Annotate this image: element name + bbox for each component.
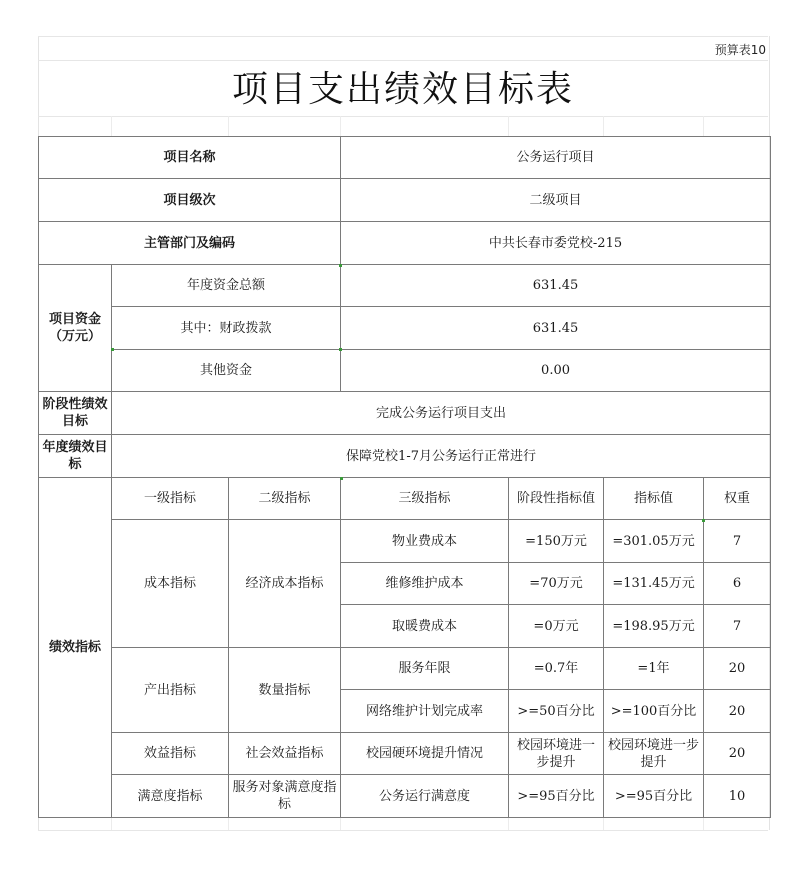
indicator-stage: =0.7年 bbox=[509, 648, 604, 690]
page-title: 项目支出绩效目标表 bbox=[231, 69, 574, 110]
indicator-level3: 校园硬环境提升情况 bbox=[341, 733, 509, 775]
indicator-value: =198.95万元 bbox=[604, 605, 704, 648]
grid-line bbox=[703, 116, 704, 136]
funds-fiscal-label: 其中：财政拨款 bbox=[112, 307, 341, 350]
satisfaction-level1: 满意度指标 bbox=[112, 775, 229, 818]
indicator-weight: 7 bbox=[704, 520, 771, 563]
indicator-weight: 6 bbox=[704, 563, 771, 605]
header-weight: 权重 bbox=[704, 478, 771, 520]
table-row bbox=[39, 307, 771, 350]
indicator-level3: 公务运行满意度 bbox=[341, 775, 509, 818]
grid-line bbox=[703, 816, 704, 830]
indicator-weight: 20 bbox=[704, 648, 771, 690]
cell-marker bbox=[111, 348, 114, 351]
indicator-weight: 7 bbox=[704, 605, 771, 648]
grid-line bbox=[111, 116, 112, 136]
cell-marker bbox=[702, 519, 705, 522]
project-level-value: 二级项目 bbox=[341, 179, 771, 222]
table-row bbox=[39, 392, 771, 435]
table-row bbox=[39, 222, 771, 265]
funds-other-value: 0.00 bbox=[341, 350, 771, 392]
header-target-value: 指标值 bbox=[604, 478, 704, 520]
grid-line bbox=[508, 116, 509, 136]
table-header-row bbox=[39, 478, 771, 520]
indicator-stage: >=95百分比 bbox=[509, 775, 604, 818]
table-row bbox=[39, 265, 771, 307]
header-level3: 三级指标 bbox=[341, 478, 509, 520]
department-label: 主管部门及编码 bbox=[39, 222, 341, 265]
output-level2: 数量指标 bbox=[229, 648, 341, 733]
indicator-level3: 维修维护成本 bbox=[341, 563, 509, 605]
funds-group-label: 项目资金（万元） bbox=[39, 265, 112, 392]
grid-line bbox=[603, 816, 604, 830]
grid-line bbox=[508, 816, 509, 830]
indicator-stage: >=50百分比 bbox=[509, 690, 604, 733]
indicator-weight: 20 bbox=[704, 733, 771, 775]
grid-line bbox=[228, 116, 229, 136]
grid-line bbox=[340, 116, 341, 136]
grid-line bbox=[111, 816, 112, 830]
indicator-level3: 物业费成本 bbox=[341, 520, 509, 563]
grid-line bbox=[228, 816, 229, 830]
annual-goal-label: 年度绩效目标 bbox=[39, 435, 112, 478]
cell-marker bbox=[340, 477, 343, 480]
indicator-value: >=100百分比 bbox=[604, 690, 704, 733]
funds-fiscal-value: 631.45 bbox=[341, 307, 771, 350]
annual-goal-value: 保障党校1-7月公务运行正常进行 bbox=[112, 435, 771, 478]
grid-line bbox=[38, 830, 768, 831]
stage-goal-value: 完成公务运行项目支出 bbox=[112, 392, 771, 435]
table-row bbox=[39, 435, 771, 478]
benefit-level2: 社会效益指标 bbox=[229, 733, 341, 775]
cell-marker bbox=[339, 348, 342, 351]
grid-line bbox=[603, 116, 604, 136]
indicator-value: =1年 bbox=[604, 648, 704, 690]
funds-total-value: 631.45 bbox=[341, 265, 771, 307]
indicator-stage: =150万元 bbox=[509, 520, 604, 563]
header-level1: 一级指标 bbox=[112, 478, 229, 520]
indicator-weight: 20 bbox=[704, 690, 771, 733]
performance-table bbox=[38, 136, 771, 818]
table-row bbox=[39, 648, 771, 690]
doc-code: 预算表10 bbox=[714, 43, 766, 57]
stage-goal-label: 阶段性绩效目标 bbox=[39, 392, 112, 435]
grid-line bbox=[38, 116, 768, 117]
indicators-group-label: 绩效指标 bbox=[39, 478, 112, 818]
header-level2: 二级指标 bbox=[229, 478, 341, 520]
indicator-value: =301.05万元 bbox=[604, 520, 704, 563]
cell-marker bbox=[339, 264, 342, 267]
project-name-value: 公务运行项目 bbox=[341, 137, 771, 179]
grid-line bbox=[38, 36, 768, 37]
department-value: 中共长春市委党校-215 bbox=[341, 222, 771, 265]
project-level-label: 项目级次 bbox=[39, 179, 341, 222]
output-level1: 产出指标 bbox=[112, 648, 229, 733]
project-name-label: 项目名称 bbox=[39, 137, 341, 179]
indicator-value: 校园环境进一步提升 bbox=[604, 733, 704, 775]
table-row bbox=[39, 733, 771, 775]
table-row bbox=[39, 520, 771, 563]
table-row bbox=[39, 350, 771, 392]
indicator-value: =131.45万元 bbox=[604, 563, 704, 605]
indicator-stage: =70万元 bbox=[509, 563, 604, 605]
grid-line bbox=[340, 816, 341, 830]
table-row bbox=[39, 137, 771, 179]
indicator-stage: 校园环境进一步提升 bbox=[509, 733, 604, 775]
benefit-level1: 效益指标 bbox=[112, 733, 229, 775]
table-row bbox=[39, 775, 771, 818]
grid-line bbox=[38, 60, 768, 61]
indicator-stage: =0万元 bbox=[509, 605, 604, 648]
satisfaction-level2: 服务对象满意度指标 bbox=[229, 775, 341, 818]
cost-level1: 成本指标 bbox=[112, 520, 229, 648]
cost-level2: 经济成本指标 bbox=[229, 520, 341, 648]
indicator-level3: 取暖费成本 bbox=[341, 605, 509, 648]
table-row bbox=[39, 179, 771, 222]
header-stage-value: 阶段性指标值 bbox=[509, 478, 604, 520]
funds-other-label: 其他资金 bbox=[112, 350, 341, 392]
indicator-weight: 10 bbox=[704, 775, 771, 818]
indicator-level3: 网络维护计划完成率 bbox=[341, 690, 509, 733]
funds-total-label: 年度资金总额 bbox=[112, 265, 341, 307]
indicator-level3: 服务年限 bbox=[341, 648, 509, 690]
indicator-value: >=95百分比 bbox=[604, 775, 704, 818]
